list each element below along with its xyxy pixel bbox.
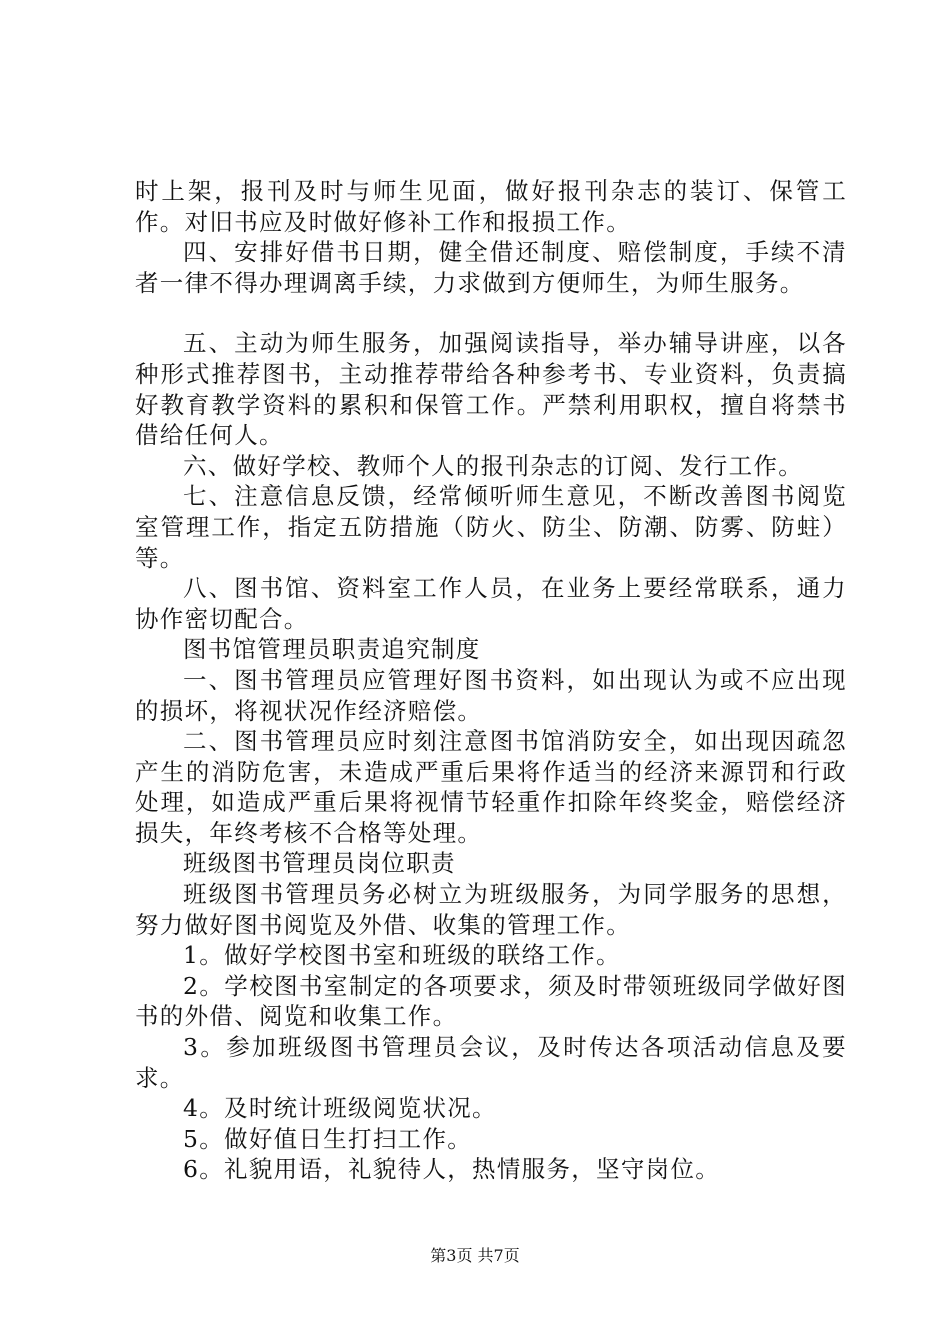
paragraph-item-5: 五、主动为师生服务，加强阅读指导，举办辅导讲座，以各种形式推荐图书，主动推荐带给各种参考书、专业资料，负责搞好教育教学资料的累积和保管工作。严禁利用职权，擅自将禁书借给任何人。 (135, 329, 847, 450)
paragraph-class-librarian-intro: 班级图书管理员务必树立为班级服务，为同学服务的思想，努力做好图书阅览及外借、收集的管理工作。 (135, 880, 847, 939)
page-number-footer: 第3页 共7页 (430, 1246, 520, 1265)
paragraph-accountability-2: 二、图书管理员应时刻注意图书馆消防安全，如出现因疏忽产生的消防危害，未造成严重后果将作适当的经济来源罚和行政处理，如造成严重后果将视情节轻重作扣除年终奖金，赔偿经济损失，年终考核不合格等处理。 (135, 727, 847, 847)
list-item-4: 4。及时统计班级阅览状况。 (183, 1094, 497, 1123)
paragraph-item-8: 八、图书馆、资料室工作人员，在业务上要经常联系，通力协作密切配合。 (135, 574, 847, 633)
paragraph-item-7: 七、注意信息反馈，经常倾听师生意见，不断改善图书阅览室管理工作，指定五防措施（防火、防尘、防潮、防雾、防蛀）等。 (135, 482, 847, 572)
list-item-6: 6。礼貌用语，礼貌待人，热情服务，坚守岗位。 (183, 1155, 721, 1184)
list-item-2: 2。学校图书室制定的各项要求，须及时带领班级同学做好图书的外借、阅览和收集工作。 (135, 971, 847, 1031)
list-item-5: 5。做好值日生打扫工作。 (183, 1124, 473, 1153)
section-heading-class-librarian: 班级图书管理员岗位职责 (183, 849, 456, 878)
section-heading-accountability: 图书馆管理员职责追究制度 (183, 635, 481, 664)
paragraph-continuation: 时上架，报刊及时与师生见面，做好报刊杂志的装订、保管工作。对旧书应及时做好修补工作和报损工作。 (135, 177, 847, 236)
list-item-3: 3。参加班级图书管理员会议，及时传达各项活动信息及要求。 (135, 1033, 847, 1092)
paragraph-item-6: 六、做好学校、教师个人的报刊杂志的订阅、发行工作。 (183, 451, 803, 480)
paragraph-accountability-1: 一、图书管理员应管理好图书资料，如出现认为或不应出现的损坏，将视状况作经济赔偿。 (135, 665, 847, 725)
document-body (135, 176, 847, 1185)
paragraph-item-4: 四、安排好借书日期，健全借还制度、赔偿制度，手续不清者一律不得办理调离手续，力求做到方便师生，为师生服务。 (135, 238, 847, 297)
list-item-1: 1。做好学校图书室和班级的联络工作。 (183, 941, 621, 970)
